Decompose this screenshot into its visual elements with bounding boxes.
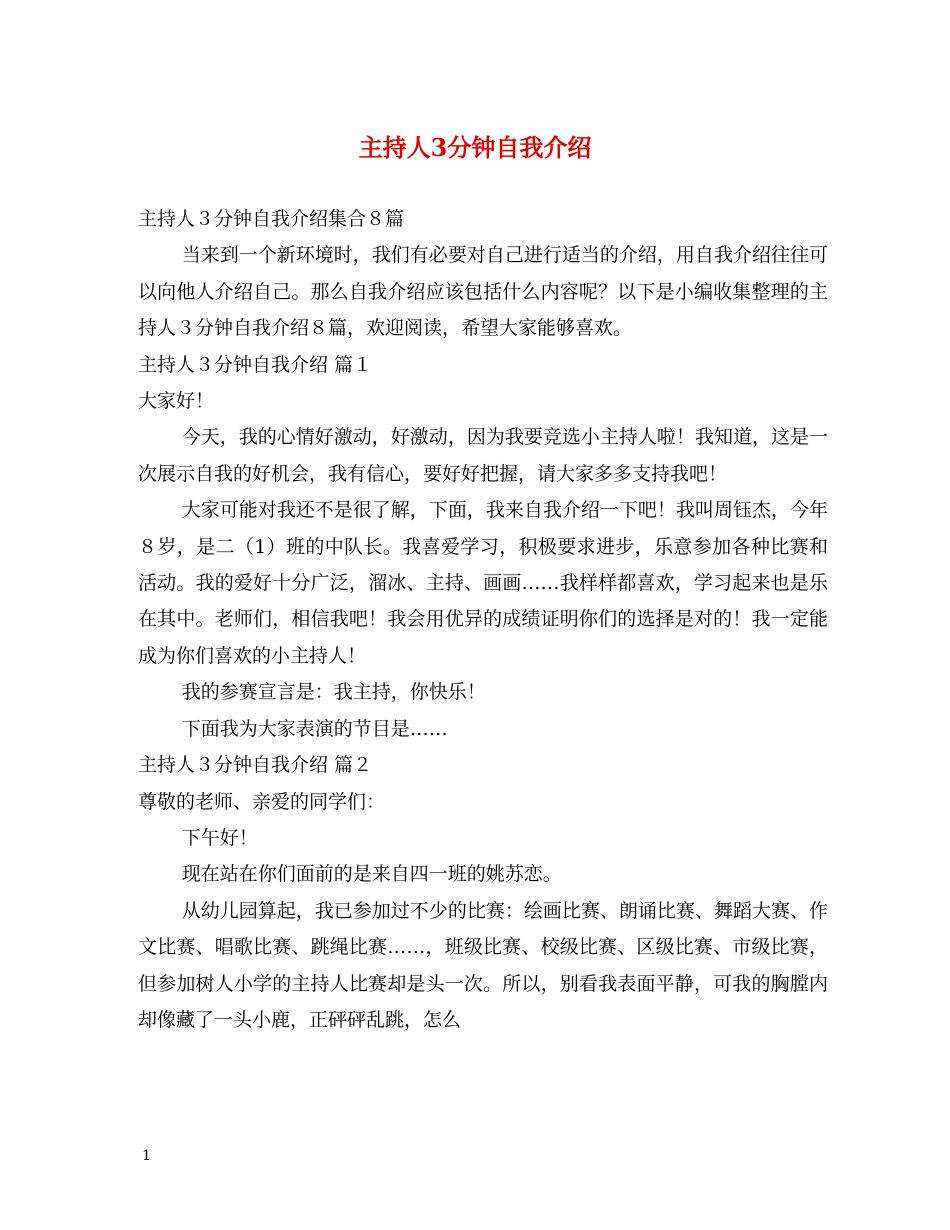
- paragraph: 当来到一个新环境时，我们有必要对自己进行适当的介绍，用自我介绍往往可以向他人介绍自己。那么自我介绍应该包括什么内容呢？以下是小编收集整理的主持人３分钟自我介绍８篇，欢迎阅读，希望大家能够喜欢。: [138, 244, 828, 340]
- paragraph: 尊敬的老师、亲爱的同学们：: [138, 790, 386, 813]
- paragraph: 现在站在你们面前的是来自四一班的姚苏恋。: [181, 863, 562, 886]
- section-heading: 主持人３分钟自我介绍 篇２: [138, 754, 373, 777]
- paragraph: 大家可能对我还不是很了解，下面，我来自我介绍一下吧！我叫周钰杰，今年８岁，是二（1）班的中队长。我喜爱学习，积极要求进步，乐意参加各种比赛和活动。我的爱好十分广泛，溜冰、主持、画画……我样样都喜欢，学习起来也是乐在其中。老师们，相信我吧！我会用优异的成绩证明你们的选择是对的！我一定能成为你们喜欢的小主持人！: [138, 499, 828, 667]
- paragraph: 主持人３分钟自我介绍集合８篇: [138, 208, 405, 230]
- document-title: 主持人3分钟自我介绍: [358, 133, 592, 162]
- paragraph: 今天，我的心情好激动，好激动，因为我要竞选小主持人啦！我知道，这是一次展示自我的好机会，我有信心，要好好把握，请大家多多支持我吧！: [138, 426, 828, 485]
- paragraph: 大家好！: [138, 390, 215, 413]
- document-body: [138, 201, 828, 1038]
- section-heading: 主持人３分钟自我介绍 篇１: [138, 353, 373, 376]
- paragraph: 我的参赛宣言是：我主持，你快乐！: [181, 681, 486, 704]
- paragraph: 从幼儿园算起，我已参加过不少的比赛：绘画比赛、朗诵比赛、舞蹈大赛、作文比赛、唱歌比赛、跳绳比赛……，班级比赛、校级比赛、区级比赛、市级比赛，但参加树人小学的主持人比赛却是头一次。所以，别看我表面平静，可我的胸膛内却像藏了一头小鹿，正砰砰乱跳，怎么: [138, 899, 828, 1031]
- page-number: 1: [142, 1148, 151, 1164]
- paragraph: 下午好！: [181, 826, 258, 849]
- paragraph: 下面我为大家表演的节目是……: [181, 717, 448, 740]
